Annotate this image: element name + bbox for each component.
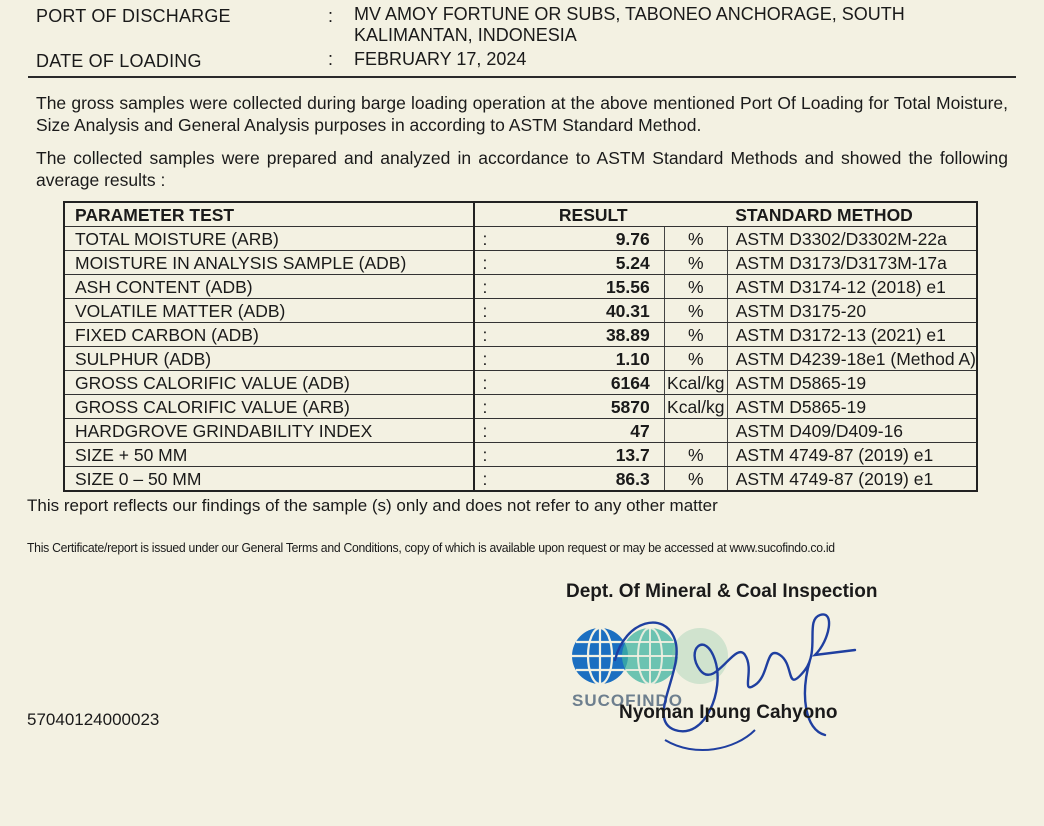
parameter-cell: GROSS CALORIFIC VALUE (ADB) (64, 371, 474, 395)
standard-method-cell: ASTM D3302/D3302M-22a (727, 227, 977, 251)
table-row (64, 419, 977, 443)
table-row (64, 275, 977, 299)
unit-cell: % (664, 275, 727, 299)
collection-paragraph: The gross samples were collected during barge loading operation at the above mentioned Port Of Loading for Total Moisture, Size Analysis and General Analysis purposes in according to ASTM Standard Method. (36, 93, 1008, 135)
table-row (64, 299, 977, 323)
standard-method-cell: ASTM D5865-19 (727, 395, 977, 419)
result-cell: 15.56 (522, 275, 664, 299)
result-cell: 6164 (522, 371, 664, 395)
date-of-loading-value: FEBRUARY 17, 2024 (354, 49, 527, 69)
colon-cell: : (474, 227, 523, 251)
parameter-cell: HARDGROVE GRINDABILITY INDEX (64, 419, 474, 443)
port-value-line-2: KALIMANTAN, INDONESIA (354, 25, 577, 45)
unit-cell: % (664, 443, 727, 467)
table-row (64, 323, 977, 347)
unit-cell: % (664, 467, 727, 492)
colon-cell: : (474, 299, 523, 323)
standard-method-cell: ASTM D3173/D3173M-17a (727, 251, 977, 275)
parameter-cell: VOLATILE MATTER (ADB) (64, 299, 474, 323)
sucofindo-wordmark: SUCOFINDO (572, 691, 683, 710)
colon-cell: : (474, 347, 523, 371)
parameter-cell: ASH CONTENT (ADB) (64, 275, 474, 299)
colon-cell: : (474, 275, 523, 299)
unit-cell: % (664, 251, 727, 275)
colon-cell: : (474, 323, 523, 347)
result-cell: 38.89 (522, 323, 664, 347)
standard-method-cell: ASTM 4749-87 (2019) e1 (727, 467, 977, 492)
unit-cell: % (664, 299, 727, 323)
standard-method-cell: ASTM D3172-13 (2021) e1 (727, 323, 977, 347)
parameter-cell: SULPHUR (ADB) (64, 347, 474, 371)
header-result: RESULT (522, 202, 664, 227)
header-parameter: PARAMETER TEST (64, 202, 474, 227)
unit-cell: % (664, 347, 727, 371)
result-cell: 13.7 (522, 443, 664, 467)
colon-cell: : (474, 251, 523, 275)
port-of-discharge-value (354, 4, 905, 46)
standard-method-cell: ASTM D3175-20 (727, 299, 977, 323)
signer-name: Nyoman Ipung Cahyono (619, 702, 838, 723)
table-row (64, 347, 977, 371)
results-table (63, 201, 978, 492)
date-of-loading-label: DATE OF LOADING (36, 51, 202, 71)
result-cell: 40.31 (522, 299, 664, 323)
port-of-discharge-label: PORT OF DISCHARGE (36, 6, 231, 26)
parameter-cell: MOISTURE IN ANALYSIS SAMPLE (ADB) (64, 251, 474, 275)
table-row (64, 467, 977, 492)
terms-note: This Certificate/report is issued under our General Terms and Conditions, copy of which is available upon request or may be accessed at www.sucofindo.co.id (27, 540, 835, 555)
colon-cell: : (474, 443, 523, 467)
department-title: Dept. Of Mineral & Coal Inspection (566, 581, 878, 602)
reference-number: 57040124000023 (27, 710, 160, 729)
table-row (64, 395, 977, 419)
port-value-line-1: MV AMOY FORTUNE OR SUBS, TABONEO ANCHORAGE, SOUTH (354, 4, 905, 24)
result-cell: 5.24 (522, 251, 664, 275)
result-cell: 5870 (522, 395, 664, 419)
parameter-cell: FIXED CARBON (ADB) (64, 323, 474, 347)
table-row (64, 443, 977, 467)
unit-cell (664, 419, 727, 443)
header-standard: STANDARD METHOD (727, 202, 977, 227)
unit-cell: % (664, 227, 727, 251)
standard-method-cell: ASTM D5865-19 (727, 371, 977, 395)
result-cell: 1.10 (522, 347, 664, 371)
parameter-cell: GROSS CALORIFIC VALUE (ARB) (64, 395, 474, 419)
standard-method-cell: ASTM 4749-87 (2019) e1 (727, 443, 977, 467)
standard-method-cell: ASTM D4239-18e1 (Method A) (727, 347, 977, 371)
colon: : (328, 49, 334, 69)
colon-cell: : (474, 467, 523, 492)
unit-cell: Kcal/kg (664, 395, 727, 419)
result-cell: 47 (522, 419, 664, 443)
table-row (64, 371, 977, 395)
table-row (64, 251, 977, 275)
colon: : (328, 6, 334, 26)
result-cell: 86.3 (522, 467, 664, 492)
parameter-cell: SIZE + 50 MM (64, 443, 474, 467)
parameter-cell: SIZE 0 – 50 MM (64, 467, 474, 492)
unit-cell: % (664, 323, 727, 347)
table-header-row (64, 202, 977, 227)
result-cell: 9.76 (522, 227, 664, 251)
findings-note: This report reflects our findings of the sample (s) only and does not refer to any other matter (27, 496, 718, 515)
analysis-paragraph: The collected samples were prepared and analyzed in accordance to ASTM Standard Methods and showed the following average results : (36, 148, 1008, 190)
unit-cell: Kcal/kg (664, 371, 727, 395)
standard-method-cell: ASTM D409/D409-16 (727, 419, 977, 443)
parameter-cell: TOTAL MOISTURE (ARB) (64, 227, 474, 251)
standard-method-cell: ASTM D3174-12 (2018) e1 (727, 275, 977, 299)
colon-cell: : (474, 419, 523, 443)
colon-cell: : (474, 395, 523, 419)
header-spacer (474, 202, 523, 227)
table-row (64, 227, 977, 251)
header-unit (664, 202, 727, 227)
colon-cell: : (474, 371, 523, 395)
header-divider (28, 76, 1016, 78)
